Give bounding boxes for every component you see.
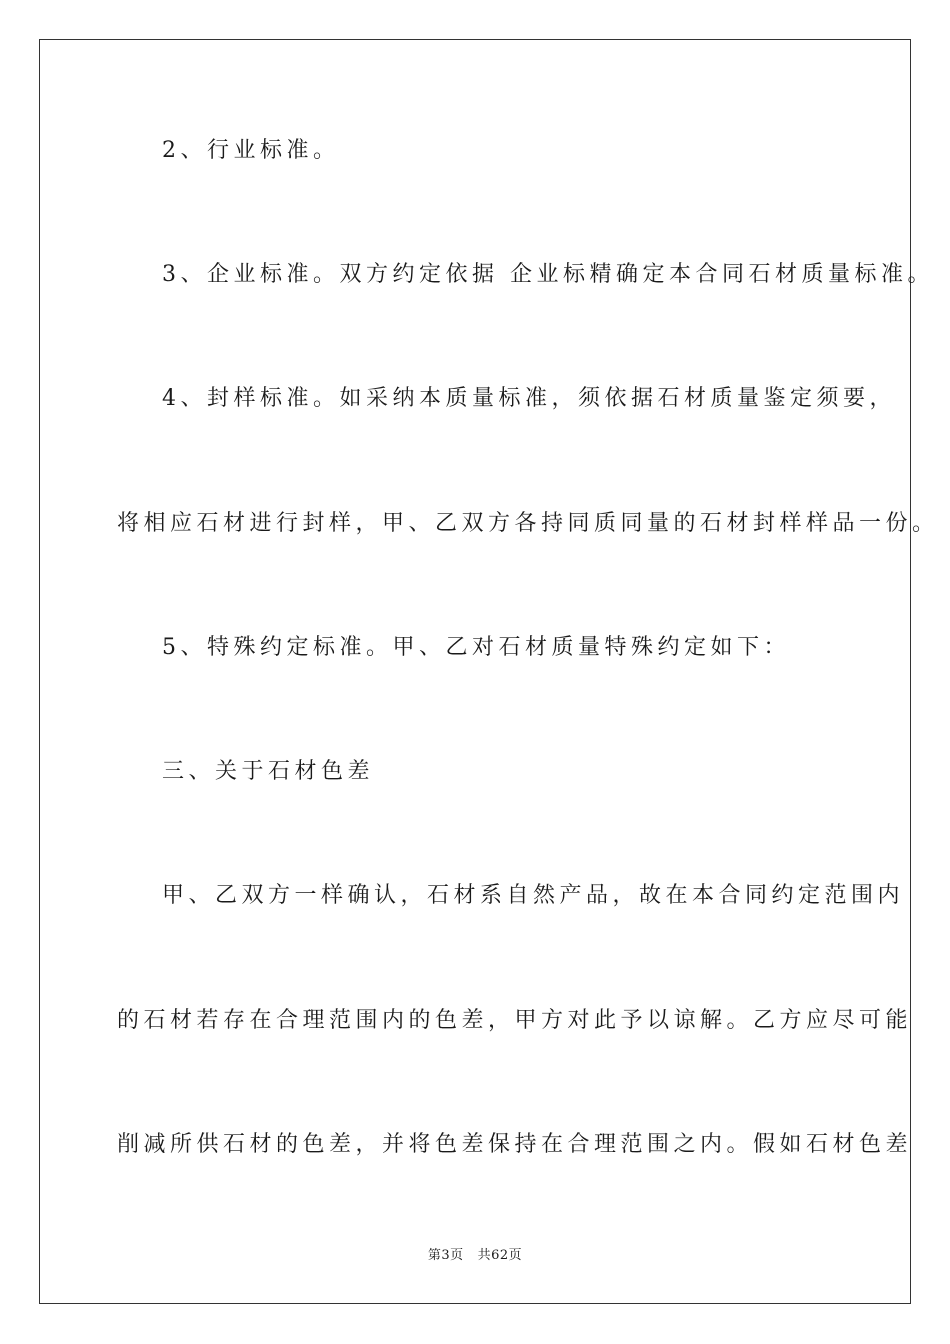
text-line-1: 2、行业标准。 xyxy=(162,138,340,163)
text-line-9: 削减所供石材的色差，并将色差保持在合理范围之内。假如石材色差 xyxy=(117,1132,913,1157)
text-line-3: 4、封样标准。如采纳本质量标准，须依据石材质量鉴定须要， xyxy=(162,386,896,411)
page-total: 共62页 xyxy=(477,1248,523,1263)
text-line-2: 3、企业标准。双方约定依据 企业标精确定本合同石材质量标准。 xyxy=(162,262,934,287)
page-number: 第3页 xyxy=(427,1248,464,1263)
section-heading: 三、关于石材色差 xyxy=(162,759,375,784)
text-line-8: 的石材若存在合理范围内的色差，甲方对此予以谅解。乙方应尽可能 xyxy=(117,1008,913,1033)
text-line-4: 将相应石材进行封样，甲、乙双方各持同质同量的石材封样样品一份。 xyxy=(117,511,939,536)
text-line-5: 5、特殊约定标准。甲、乙对石材质量特殊约定如下： xyxy=(162,635,790,660)
text-line-7: 甲、乙双方一样确认，石材系自然产品，故在本合同约定范围内 xyxy=(162,883,905,908)
page-footer xyxy=(0,1247,950,1265)
page-border xyxy=(39,39,911,1304)
